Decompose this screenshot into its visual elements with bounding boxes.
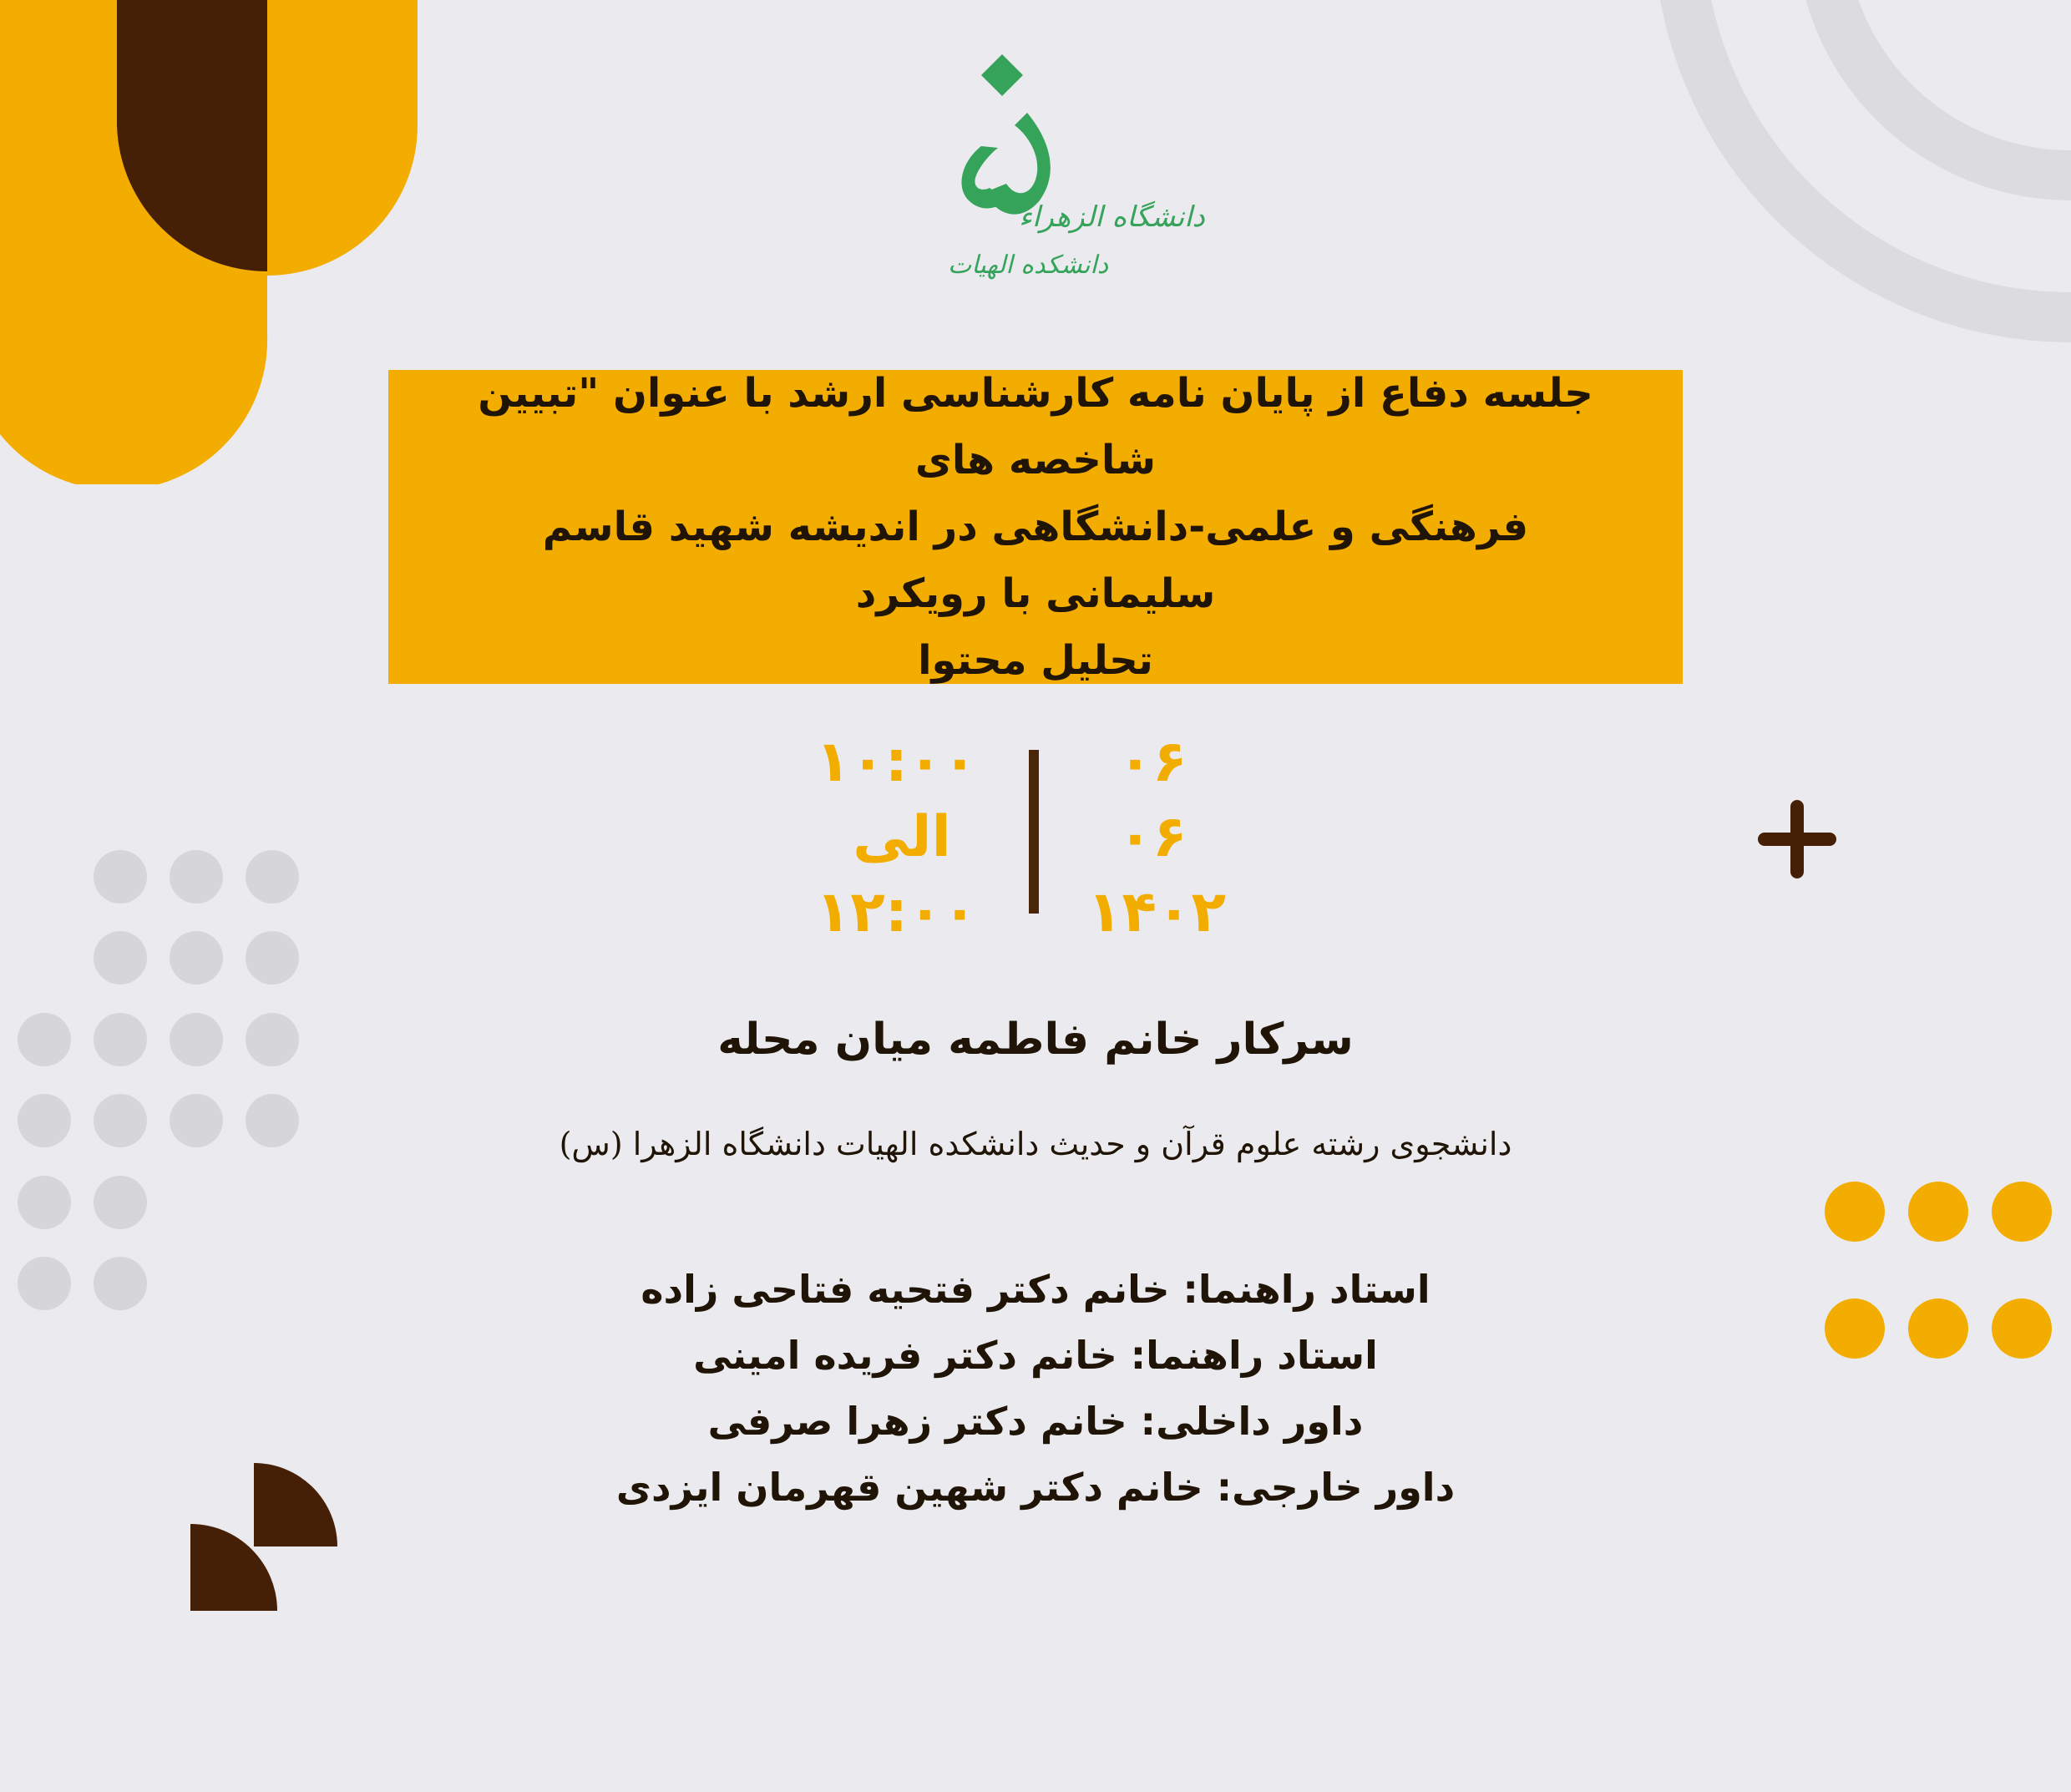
decorative-dot — [94, 850, 147, 904]
student-name: سرکار خانم فاطمه میان محله — [717, 1015, 1354, 1065]
logo-faculty-name: دانشکده الهیات — [948, 251, 1109, 280]
committee-member: استاد راهنما: خانم دکتر فریده امینی — [693, 1333, 1378, 1378]
title-line-1: جلسه دفاع از پایان نامه کارشناسی ارشد با عنوان "تبیین شاخصه های — [478, 370, 1593, 483]
decorative-dot — [246, 1013, 299, 1066]
decorative-dot — [246, 931, 299, 985]
title-line-3: تحلیل محتوا — [918, 637, 1153, 684]
plus-icon — [1755, 797, 1839, 881]
decorative-dot — [18, 1094, 71, 1147]
decorative-dot — [1908, 1298, 1968, 1359]
decorative-dot — [94, 1013, 147, 1066]
time-end: ۱۲:۰۰ — [815, 879, 977, 945]
decorative-dot — [246, 850, 299, 904]
decorative-dot — [1908, 1182, 1968, 1242]
decorative-dot — [170, 1094, 223, 1147]
decorative-dot — [1825, 1298, 1885, 1359]
decorative-dot — [18, 1176, 71, 1229]
decorative-dot — [170, 850, 223, 904]
logo-university-name: دانشگاه الزهراء — [1019, 200, 1205, 234]
date-day: ۰۶ — [1117, 729, 1187, 795]
student-description: دانشجوی رشته علوم قرآن و حدیث دانشکده الهیات دانشگاه الزهرا (س) — [559, 1126, 1512, 1162]
decorative-dot — [1992, 1182, 2052, 1242]
thesis-title — [451, 360, 1620, 694]
university-logo — [902, 46, 1205, 313]
date-time-divider — [1029, 750, 1039, 914]
decorative-dot — [94, 1094, 147, 1147]
decorative-shape-bottom-left — [190, 1463, 341, 1612]
decorative-dot — [94, 931, 147, 985]
committee-list — [534, 1257, 1537, 1521]
date-month: ۰۶ — [1117, 804, 1187, 870]
date-year: ۱۴۰۲ — [1086, 879, 1226, 945]
decorative-dot — [94, 1257, 147, 1310]
decorative-dot — [1825, 1182, 1885, 1242]
committee-member: داور داخلی: خانم دکتر زهرا صرفی — [707, 1399, 1364, 1444]
committee-member: استاد راهنما: خانم دکتر فتحیه فتاحی زاده — [641, 1267, 1430, 1312]
decorative-dot — [246, 1094, 299, 1147]
time-separator: الی — [853, 804, 951, 870]
title-banner — [388, 370, 1683, 684]
decorative-dot — [170, 1013, 223, 1066]
decorative-dot — [18, 1013, 71, 1066]
title-line-2: فرهنگی و علمی-دانشگاهی در اندیشه شهید قاسم سلیمانی با رویکرد — [542, 504, 1529, 617]
decorative-shape-top-left — [0, 0, 434, 484]
decorative-dot — [1992, 1298, 2052, 1359]
time-start: ۱۰:۰۰ — [815, 729, 977, 795]
decorative-dot — [170, 931, 223, 985]
decorative-dot — [18, 1257, 71, 1310]
decorative-dot — [94, 1176, 147, 1229]
decorative-arcs-top-right — [1570, 0, 2071, 359]
committee-member: داور خارجی: خانم دکتر شهین قهرمان ایزدی — [615, 1465, 1456, 1510]
